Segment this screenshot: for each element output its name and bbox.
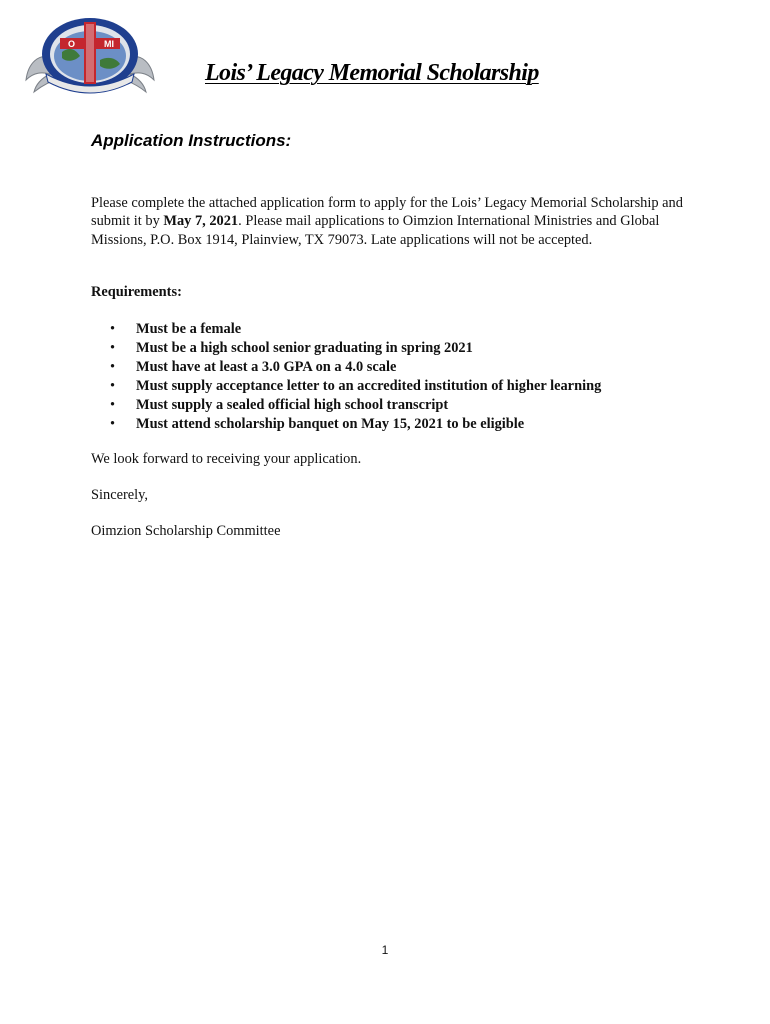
list-item — [110, 320, 601, 339]
svg-text:O: O — [68, 39, 76, 49]
deadline-date: May 7, 2021 — [163, 213, 239, 230]
document-title: Lois’ Legacy Memorial Scholarship — [205, 60, 539, 86]
list-item — [110, 339, 601, 358]
list-item — [110, 377, 601, 396]
bullet-icon: • — [110, 416, 116, 432]
sign-off: Sincerely, — [91, 487, 149, 503]
requirement-text: Must be a female — [136, 321, 242, 337]
requirements-heading: Requirements: — [91, 284, 182, 300]
list-item — [110, 396, 601, 415]
bullet-icon: • — [110, 359, 116, 375]
intro-text-start: Please complete the attached application form to apply for the Lois’ Legacy Memorial Scholarship and submit it by — [91, 195, 683, 230]
requirement-text: Must attend scholarship banquet on May 15, 2021 to be eligible — [136, 416, 525, 432]
ministry-logo — [24, 12, 156, 96]
bullet-icon: • — [110, 378, 116, 394]
bullet-icon: • — [110, 340, 116, 356]
list-item — [110, 415, 601, 434]
instructions-heading: Application Instructions: — [91, 131, 292, 150]
intro-text-end: . Please mail applications to Oimzion International Ministries and Global Missions, P.O. Box 1914, Plainview, TX 79073. Late applications will not be accepted. — [91, 213, 660, 248]
ministry-logo-icon — [24, 12, 156, 96]
requirement-text: Must be a high school senior graduating in spring 2021 — [136, 340, 473, 356]
intro-paragraph — [91, 194, 691, 249]
closing-line: We look forward to receiving your application. — [91, 451, 362, 467]
requirements-list — [110, 320, 601, 434]
requirement-text: Must have at least a 3.0 GPA on a 4.0 scale — [136, 359, 397, 375]
requirement-text: Must supply acceptance letter to an accredited institution of higher learning — [136, 378, 602, 394]
bullet-icon: • — [110, 397, 116, 413]
requirement-text: Must supply a sealed official high school transcript — [136, 397, 449, 413]
svg-text:MI: MI — [104, 39, 114, 49]
signature: Oimzion Scholarship Committee — [91, 523, 281, 539]
bullet-icon: • — [110, 321, 116, 337]
list-item — [110, 358, 601, 377]
page-number: 1 — [381, 943, 389, 957]
